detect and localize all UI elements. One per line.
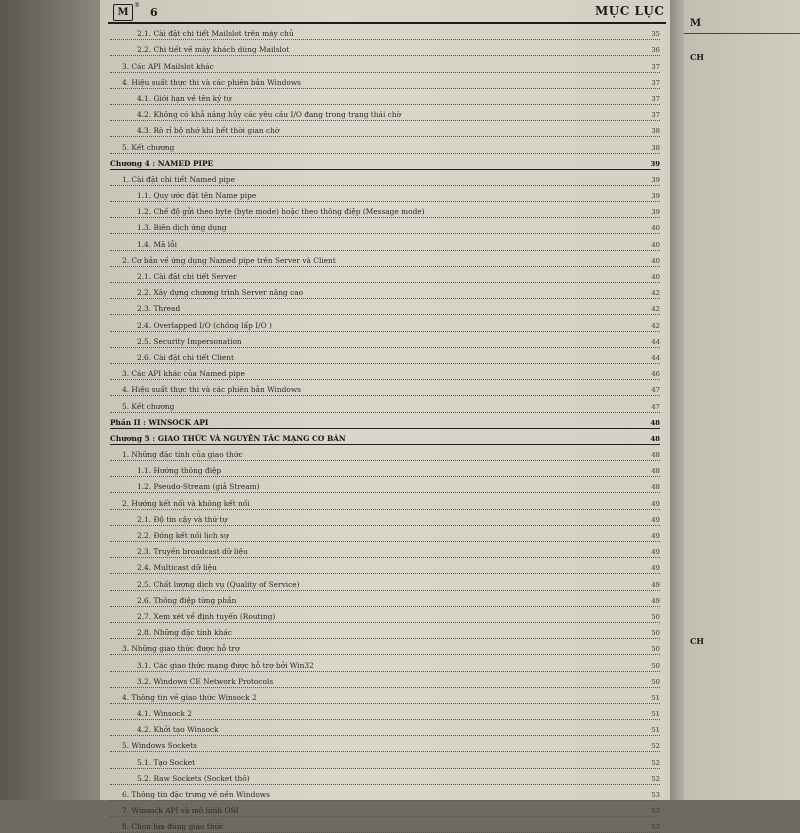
toc-row	[110, 623, 660, 639]
toc-entry-title: 2. Cơ bản về ứng dụng Named pipe trên Server và Client	[122, 255, 336, 265]
toc-row	[110, 704, 660, 720]
toc-row	[110, 315, 660, 331]
divider	[684, 33, 800, 34]
toc-entry-page: 39	[650, 159, 660, 168]
toc-entry-title: 8. Chọn lựa đúng giao thức	[122, 822, 224, 832]
toc-entry-title: 1.1. Quy ước đặt tên Name pipe	[137, 191, 257, 201]
toc-entry-title: 2.5. Security Impersonation	[137, 336, 242, 346]
toc-row	[110, 73, 660, 89]
toc-row	[110, 137, 660, 153]
toc-entry-title: 2.2. Đóng kết nối lịch sự	[137, 531, 229, 540]
toc-row	[110, 477, 660, 493]
toc-entry-title: 1.2. Chế độ gửi theo byte (byte mode) hoặc theo thông điệp (Message mode)	[137, 207, 425, 217]
publisher-logo	[113, 4, 133, 21]
toc-entry-title: 5. Kết chương	[122, 401, 175, 411]
toc-chapter-row	[110, 154, 660, 170]
toc-entry-page: 49	[651, 532, 660, 540]
toc-entry-page: 37	[651, 94, 660, 103]
next-page-fragment: CH	[690, 636, 704, 646]
toc-entry-page: 42	[651, 305, 660, 314]
toc-entry-page: 35	[651, 30, 660, 39]
toc-entry-title: 3.2. Windows CE Network Protocols	[137, 676, 274, 686]
toc-entry-page: 49	[651, 548, 660, 557]
toc-entry-title: Chương 5 : GIAO THỨC VÀ NGUYÊN TẮC MẠNG CƠ BẢN	[110, 433, 346, 443]
toc-entry-page: 50	[651, 629, 660, 638]
toc-entry-page: 44	[651, 353, 660, 362]
toc-entry-title: 2.2. Chi tiết về máy khách dùng Mailslot	[137, 45, 290, 55]
toc-entry-page: 37	[651, 111, 660, 120]
toc-row	[110, 380, 660, 396]
toc-row	[110, 24, 660, 40]
toc-row	[110, 526, 660, 542]
toc-entry-title: 1.3. Biên dịch ứng dụng	[137, 223, 227, 233]
toc-row	[110, 121, 660, 137]
toc-entry-title: Chương 4 : NAMED PIPE	[110, 158, 214, 168]
toc-entry-page: 51	[651, 693, 660, 702]
toc-row	[110, 542, 660, 558]
toc-row	[110, 817, 660, 833]
toc-entry-page: 42	[651, 289, 660, 298]
toc-row	[110, 234, 660, 250]
toc-entry-page: 48	[651, 483, 660, 492]
toc-entry-title: 4.1. Giới hạn về tên ký tự	[137, 93, 232, 103]
toc-entry-title: 4. Thông tin về giao thức Winsock 2	[122, 692, 257, 702]
toc-entry-page: 48	[650, 418, 660, 427]
toc-entry-page: 44	[651, 337, 660, 346]
toc-entry-title: 3. Các API khác của Named pipe	[122, 369, 245, 379]
toc-entry-page: 53	[651, 823, 660, 832]
toc-entry-title: 5. Windows Sockets	[122, 741, 197, 751]
toc-entry-page: 36	[651, 46, 660, 55]
toc-entry-page: 40	[651, 224, 660, 233]
toc-entry-title: 5.2. Raw Sockets (Socket thô)	[137, 773, 250, 783]
toc-entry-title: 4. Hiệu suất thực thi và các phiên bản Windows	[122, 77, 301, 87]
toc-row	[110, 769, 660, 785]
toc-row	[110, 89, 660, 105]
toc-entry-page: 49	[651, 499, 660, 508]
toc-row	[110, 558, 660, 574]
logo-letter: M	[117, 7, 129, 18]
toc-entry-title: 4.1. Winsock 2	[137, 709, 192, 719]
toc-row	[110, 396, 660, 412]
toc-entry-page: 50	[651, 612, 660, 621]
toc-entry-title: 7. Winsock API và mô hình OSI	[122, 806, 239, 816]
toc-entry-title: 2.4. Multicast dữ liệu	[137, 563, 217, 573]
toc-entry-page: 40	[651, 256, 660, 265]
toc-row	[110, 672, 660, 688]
toc-entry-page: 48	[651, 451, 660, 460]
toc-row	[110, 655, 660, 671]
toc-row	[110, 591, 660, 607]
toc-entry-title: 3. Những giao thức được hỗ trợ	[122, 644, 240, 654]
toc-row	[110, 332, 660, 348]
toc-entry-title: 3. Các API Mailslot khác	[122, 61, 214, 71]
toc-entry-title: 1.1. Hướng thông điệp	[137, 466, 222, 476]
toc-entry-title: 4.3. Rò rỉ bộ nhớ khi hết thời gian chờ	[137, 126, 280, 136]
toc-entry-page: 48	[650, 434, 660, 443]
toc-entry-page: 39	[651, 175, 660, 184]
toc-row	[110, 251, 660, 267]
toc-entry-page: 49	[651, 580, 660, 589]
page-title: MỤC LỤC	[595, 4, 665, 18]
toc-row	[110, 688, 660, 704]
toc-entry-page: 40	[651, 240, 660, 249]
toc-entry-title: 2.1. Cài đặt chi tiết Server	[137, 272, 237, 281]
toc-entry-title: 1.4. Mã lỗi	[137, 239, 178, 249]
toc-entry-title: 2.7. Xem xét về định tuyến (Routing)	[137, 611, 276, 621]
toc-entry-title: 1.2. Pseudo-Stream (giả Stream)	[137, 482, 260, 492]
toc-entry-title: 2.1. Cài đặt chi tiết Mailslot trên máy chủ	[137, 29, 294, 39]
toc-row	[110, 186, 660, 202]
toc-entry-title: 1. Cài đặt chi tiết Named pipe	[122, 174, 235, 184]
toc-entry-title: 4.2. Khởi tạo Winsock	[137, 725, 219, 735]
toc-row	[110, 607, 660, 623]
table-of-contents	[110, 24, 660, 833]
toc-entry-page: 39	[651, 208, 660, 217]
toc-entry-title: 4. Hiệu suất thực thi và các phiên bản Windows	[122, 385, 301, 395]
page-number: 6	[150, 6, 158, 19]
toc-entry-title: 2.3. Truyền broadcast dữ liệu	[137, 547, 248, 557]
toc-row	[110, 105, 660, 121]
toc-row	[110, 56, 660, 72]
toc-row	[110, 364, 660, 380]
toc-entry-page: 53	[651, 807, 660, 816]
toc-row	[110, 299, 660, 315]
toc-entry-page: 48	[651, 467, 660, 476]
toc-entry-title: 2.3. Thread	[137, 304, 181, 314]
toc-row	[110, 574, 660, 590]
toc-entry-page: 49	[651, 564, 660, 573]
toc-entry-title: 3.1. Các giao thức mạng được hỗ trợ bởi Win32	[137, 660, 314, 670]
toc-entry-page: 51	[651, 710, 660, 719]
toc-entry-page: 53	[651, 791, 660, 799]
toc-row	[110, 639, 660, 655]
book-gutter	[670, 0, 684, 800]
toc-entry-page: 49	[651, 515, 660, 524]
toc-row	[110, 510, 660, 526]
toc-entry-title: 5. Kết chương	[122, 142, 175, 152]
toc-entry-page: 50	[651, 661, 660, 670]
toc-entry-page: 49	[651, 596, 660, 605]
toc-entry-page: 46	[651, 370, 660, 379]
toc-entry-page: 38	[651, 127, 660, 136]
toc-row	[110, 348, 660, 364]
toc-entry-page: 37	[651, 62, 660, 71]
toc-entry-title: 5.1. Tạo Socket	[137, 757, 196, 767]
toc-row	[110, 267, 660, 283]
toc-entry-page: 39	[651, 192, 660, 201]
toc-entry-title: Phần II : WINSOCK API	[110, 417, 209, 427]
toc-entry-page: 38	[651, 143, 660, 152]
toc-row	[110, 720, 660, 736]
toc-row	[110, 202, 660, 218]
toc-row	[110, 445, 660, 461]
toc-entry-title: 2. Hướng kết nối và không kết nối	[122, 498, 250, 508]
toc-entry-title: 2.5. Chất lượng dịch vụ (Quality of Service)	[137, 579, 300, 589]
toc-entry-title: 2.8. Những đặc tính khác	[137, 628, 232, 638]
toc-entry-title: 6. Thông tin đặc trưng về nền Windows	[122, 790, 270, 799]
toc-entry-page: 40	[651, 273, 660, 281]
toc-entry-title: 2.4. Overlapped I/O (chồng lấp I/O )	[137, 320, 272, 330]
toc-entry-page: 51	[651, 726, 660, 735]
next-page	[684, 0, 800, 800]
toc-row	[110, 40, 660, 56]
toc-row	[110, 752, 660, 768]
left-margin	[0, 0, 100, 800]
toc-chapter-row	[110, 413, 660, 429]
toc-entry-page: 50	[651, 645, 660, 654]
toc-entry-title: 1. Những đặc tính của giao thức	[122, 450, 243, 460]
toc-entry-title: 2.2. Xây dựng chương trình Server nâng cao	[137, 288, 304, 298]
toc-entry-title: 2.6. Cài đặt chi tiết Client	[137, 352, 234, 362]
toc-entry-title: 2.6. Thông điệp từng phần	[137, 595, 237, 605]
toc-entry-page: 37	[651, 78, 660, 87]
toc-entry-page: 52	[651, 742, 660, 751]
toc-row	[110, 736, 660, 752]
toc-row	[110, 283, 660, 299]
toc-row	[110, 801, 660, 817]
toc-entry-title: 2.1. Độ tin cậy và thứ tự	[137, 514, 228, 524]
toc-row	[110, 493, 660, 509]
toc-entry-page: 47	[651, 402, 660, 411]
next-page-fragment: M	[690, 18, 702, 29]
toc-row	[110, 785, 660, 801]
toc-entry-page: 47	[651, 386, 660, 395]
toc-chapter-row	[110, 429, 660, 445]
next-page-fragment: CH	[690, 52, 704, 62]
toc-row	[110, 170, 660, 186]
toc-entry-title: 4.2. Không có khả năng hủy các yêu cầu I/O đang trong trạng thái chờ	[137, 110, 402, 120]
toc-entry-page: 52	[651, 774, 660, 783]
toc-entry-page: 50	[651, 677, 660, 686]
toc-row	[110, 461, 660, 477]
toc-entry-page: 52	[651, 758, 660, 767]
toc-entry-page: 42	[651, 321, 660, 330]
toc-row	[110, 218, 660, 234]
registered-mark: ®	[134, 2, 140, 9]
